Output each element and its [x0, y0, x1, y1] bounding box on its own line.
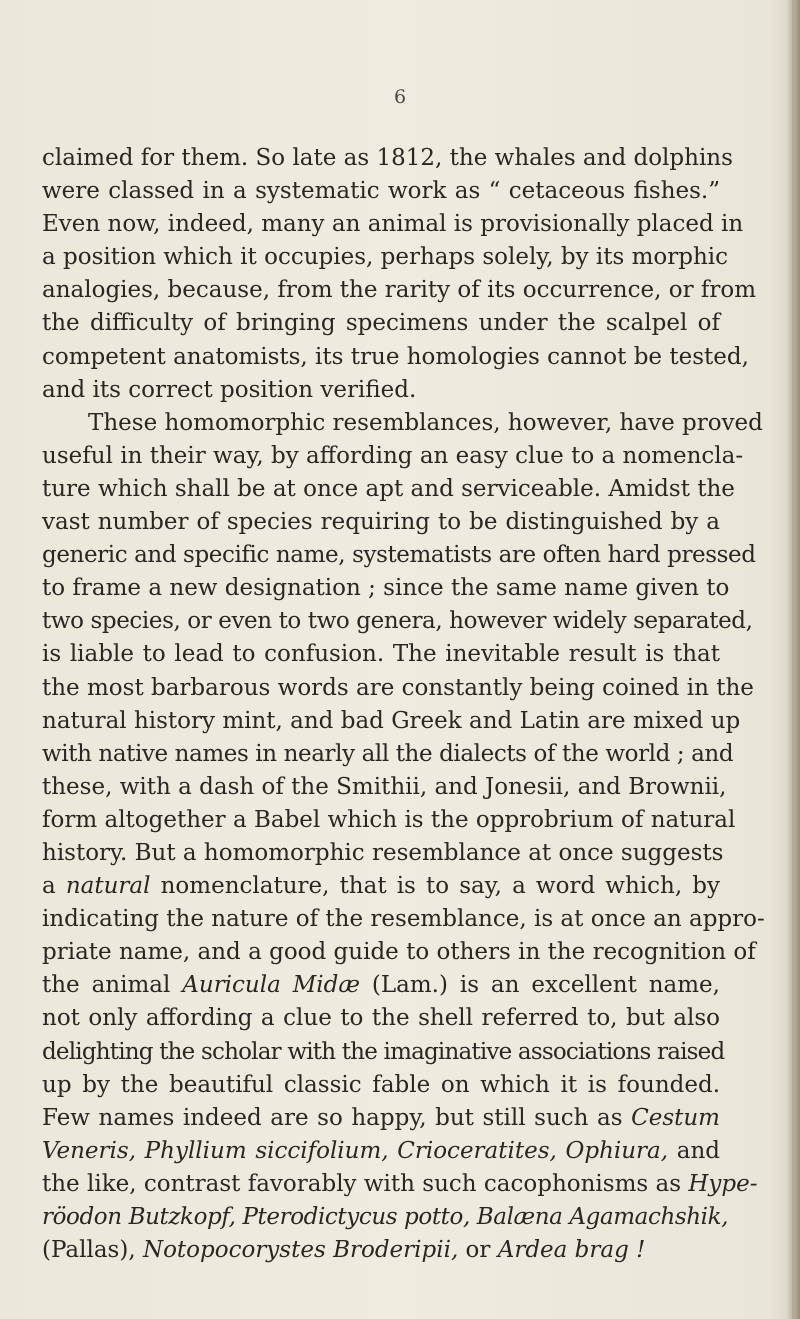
text-line: competent anatomists, its true homologies cannot be tested, — [42, 343, 749, 370]
text-line: indicating the nature of the resemblance, is at once an appro- — [42, 906, 765, 933]
text-line: natural history mint, and bad Greek and Latin are mixed up — [42, 707, 741, 734]
text-line: delighting the scholar with the imaginative associations raised — [42, 1038, 725, 1065]
text-line: is liable to lead to confusion. The inevitable result is that — [42, 641, 720, 668]
text-line — [42, 1234, 720, 1267]
text-line: the difficulty of bringing specimens under the scalpel of — [42, 310, 720, 337]
text-line: form altogether a Babel which is the opprobrium of natural — [42, 806, 736, 833]
text-fragment: the like, contrast favorably with such cacophonisms as — [42, 1170, 689, 1197]
italic-term: Veneris, Phyllium siccifolium, Crioceratites, Ophiura, — [42, 1137, 669, 1164]
text-fragment: and — [668, 1137, 720, 1164]
text-line: two species, or even to two genera, however widely separated, — [42, 608, 753, 635]
text-line: to frame a new designation ; since the same name given to — [42, 575, 730, 602]
italic-term: Cestum — [631, 1104, 720, 1131]
italic-term: natural — [65, 873, 151, 900]
body-text — [42, 142, 765, 1267]
text-line: priate name, and a good guide to others in the recognition of — [42, 939, 756, 966]
text-line: these, with a dash of the Smithii, and Jonesii, and Brownii, — [42, 773, 727, 800]
text-line: not only affording a clue to the shell referred to, but also — [42, 1005, 720, 1032]
text-fragment: Few names indeed are so happy, but still such as — [42, 1104, 632, 1131]
text-fragment: a — [42, 873, 66, 900]
text-fragment: or — [458, 1237, 498, 1264]
page-number: 6 — [393, 86, 407, 108]
text-fragment: (Pallas), — [42, 1237, 143, 1264]
text-line: analogies, because, from the rarity of its occurrence, or from — [42, 277, 757, 304]
text-line: These homomorphic resemblances, however, have proved — [88, 409, 763, 436]
italic-term: Ardea brag ! — [497, 1237, 646, 1264]
text-line: up by the beautiful classic fable on which it is founded. — [42, 1071, 720, 1098]
text-line: ture which shall be at once apt and serviceable. Amidst the — [42, 475, 735, 502]
italic-term: Auricula Midæ — [182, 972, 360, 999]
italic-term: Notopocorystes Broderipii, — [142, 1237, 459, 1264]
text-line — [42, 1168, 758, 1201]
text-fragment: nomenclature, that is to say, a word which, by — [150, 873, 720, 900]
italic-term: Hype- — [688, 1170, 758, 1197]
text-line: vast number of species requiring to be distinguished by a — [42, 509, 720, 536]
text-line: were classed in a systematic work as “ cetaceous fishes.” — [42, 178, 720, 205]
text-line — [42, 870, 720, 903]
text-line: generic and specific name, systematists are often hard pressed — [42, 542, 756, 569]
text-fragment: the animal — [42, 972, 183, 999]
text-line: history. But a homomorphic resemblance at once suggests — [42, 839, 724, 866]
text-line: and its correct position verified. — [42, 376, 417, 403]
text-line: with native names in nearly all the dialects of the world ; and — [42, 740, 734, 767]
page-edge-line — [792, 0, 794, 1319]
text-line: a position which it occupies, perhaps solely, by its morphic — [42, 244, 729, 271]
text-line: the most barbarous words are constantly being coined in the — [42, 674, 754, 701]
text-line: Even now, indeed, many an animal is provisionally placed in — [42, 211, 744, 238]
text-line: claimed for them. So late as 1812, the whales and dolphins — [42, 145, 733, 171]
text-line — [42, 1135, 720, 1168]
text-fragment: (Lam.) is an excellent name, — [359, 972, 720, 999]
text-line — [42, 1201, 729, 1234]
text-line — [42, 1102, 720, 1135]
text-line — [42, 969, 720, 1002]
italic-term: röodon Butzkopf, Pterodictycus potto, Balæna Agamachshik, — [42, 1204, 729, 1230]
text-line: useful in their way, by affording an easy clue to a nomencla- — [42, 442, 744, 469]
